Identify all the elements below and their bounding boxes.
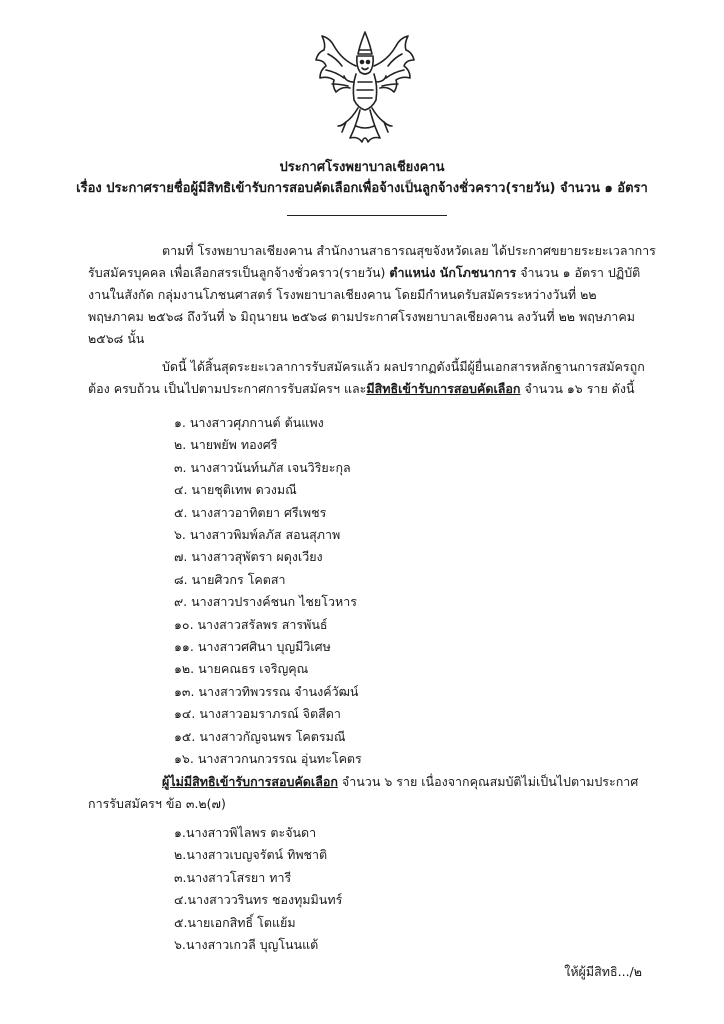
eligible-heading: มีสิทธิเข้ารับการสอบคัดเลือก: [366, 381, 521, 396]
list-item: ๓. นางสาวนันท์นภัส เจนวิริยะกุล: [174, 459, 351, 475]
intro-paragraph: [88, 240, 656, 350]
list-item: ๑๖. นางสาวกนกวรรณ อุ่นทะโคตร: [174, 751, 362, 767]
result-text-1: บัดนี้ ได้สิ้นสุดระยะเวลาการรับสมัครแล้ว ผลปรากฏดังนี้มีผู้ยื่นเอกสารหลักฐานการสมัครถูกต้อง ครบถ้วน เป็นไปตามประกาศการรับสมัครฯ และ: [88, 359, 645, 396]
result-paragraph: [88, 356, 656, 400]
list-item: ๑๕. นางสาวกัญจนพร โคตรมณี: [174, 728, 346, 744]
list-item: ๑๑. นางสาวศศินา บุญมีวิเศษ: [174, 639, 331, 655]
position-title: ตำแหน่ง นักโภชนาการ: [389, 265, 517, 280]
list-item: ๕. นางสาวอาทิตยา ศรีเพชร: [174, 504, 327, 520]
list-item: ๕.นายเอกสิทธิ์ โตแย้ม: [174, 914, 296, 930]
ineligible-text: จำนวน ๖ ราย เนื่องจากคุณสมบัติไม่เป็นไปตามประกาศการรับสมัครฯ ข้อ ๓.๒(๗): [88, 774, 639, 811]
intro-text-2: จำนวน ๑ อัตรา ปฏิบัติงานในสังกัด กลุ่มงานโภชนศาสตร์ โรงพยาบาลเชียงคาน โดยมีกำหนดรับสมัครระหว่างวันที่ ๒๒ พฤษภาคม ๒๕๖๘ ถึงวันที่ ๖ มิถุนายน ๒๕๖๘ ตามประกาศโรงพยาบาลเชียงคาน ลงวันที่ ๒๒ พฤษภาคม ๒๕๖๘ นั้น: [88, 265, 641, 346]
ineligible-heading: ผู้ไม่มีสิทธิเข้ารับการสอบคัดเลือก: [162, 774, 338, 789]
eligible-list: [174, 412, 362, 771]
list-item: ๙. นางสาวปรางค์ชนก ไชยโวหาร: [174, 594, 357, 610]
intro-text-1: ตามที่ โรงพยาบาลเชียงคาน สำนักงานสาธารณสุขจังหวัดเลย ได้ประกาศขยายระยะเวลาการรับสมัครบุคคล เพื่อเลือกสรรเป็นลูกจ้างชั่วคราว(รายวัน): [88, 243, 656, 280]
list-item: ๑๒. นายคณธร เจริญคุณ: [174, 661, 309, 677]
list-item: ๑. นางสาวศุภกานต์ ต้นแพง: [174, 415, 324, 430]
announcement-subject: เรื่อง ประกาศรายชื่อผู้มีสิทธิเข้ารับการสอบคัดเลือกเพื่อจ้างเป็นลูกจ้างชั่วคราว(รายวัน) จำนวน ๑ อัตรา: [76, 181, 648, 196]
title-divider: [287, 215, 447, 216]
ineligible-paragraph: [88, 771, 656, 815]
list-item: ๑.นางสาวพิไลพร ตะจันดา: [174, 825, 317, 840]
list-item: ๑๔. นางสาวอมราภรณ์ จิตสีดา: [174, 706, 341, 722]
garuda-emblem-icon: [312, 30, 418, 148]
list-item: ๒.นางสาวเบญจรัตน์ ทิพชาติ: [174, 847, 328, 863]
list-item: ๑๐. นางสาวสรัลพร สารพันธ์: [174, 616, 328, 632]
ineligible-list: [174, 822, 342, 956]
page-continuation: ให้ผู้มีสิทธิ.../๒: [564, 964, 642, 979]
list-item: ๔.นางสาววรินทร ชองทุมมินทร์: [174, 892, 343, 908]
list-item: ๔. นายชุติเทพ ดวงมณี: [174, 482, 297, 498]
list-item: ๘. นายศิวกร โคตสา: [174, 571, 286, 587]
list-item: ๓.นางสาวโสรยา ทารี: [174, 869, 292, 885]
list-item: ๖. นางสาวพิมพ์ลภัส สอนสุภาพ: [174, 527, 341, 543]
list-item: ๒. นายพยัพ ทองศรี: [174, 437, 278, 453]
announcement-title: ประกาศโรงพยาบาลเชียงคาน: [279, 160, 445, 175]
result-text-2: จำนวน ๑๖ ราย ดังนี้: [520, 381, 635, 396]
list-item: ๖.นางสาวเกวลี บุญโนนแต้: [174, 937, 319, 953]
list-item: ๗. นางสาวสุพัตรา ผดุงเวียง: [174, 549, 323, 565]
list-item: ๑๓. นางสาวทิพวรรณ จำนงค์วัฒน์: [174, 683, 359, 699]
